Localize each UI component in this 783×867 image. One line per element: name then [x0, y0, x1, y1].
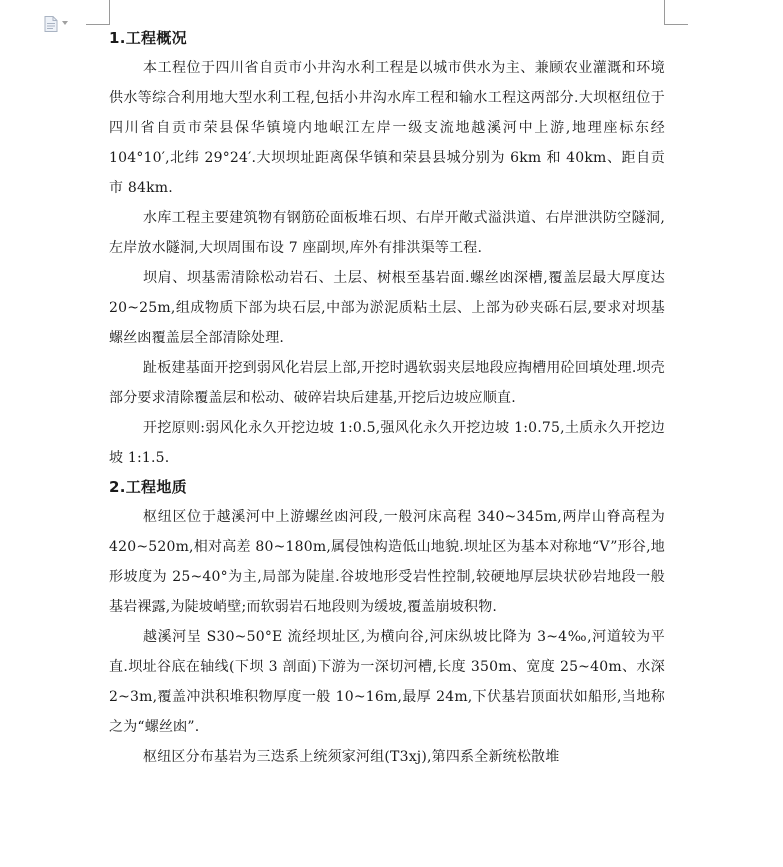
paragraph: 枢纽区分布基岩为三迭系上统须家河组(T3xj),第四系全新统松散堆 [143, 749, 560, 765]
document-body [109, 24, 665, 772]
crop-mark-top-right-h [664, 24, 688, 25]
chevron-down-icon[interactable] [62, 21, 68, 25]
paragraph: 越溪河呈 S30~50°E 流经坝址区,为横向谷,河床纵坡比降为 3~4‰,河道较为平直.坝址谷底在轴线(下坝 3 剖面)下游为一深切河槽,长度 350m、宽度 25~40m、水深 2~3m,覆盖冲洪积堆积物厚度一般 10~16m,最厚 24m,下伏基岩顶面状如船形,当地称之为“螺丝凼”. [109, 629, 665, 735]
crop-mark-top-right-v [664, 0, 665, 25]
paragraph: 开挖原则:弱风化永久开挖边坡 1:0.5,强风化永久开挖边坡 1:0.75,土质永久开挖边坡 1:1.5. [109, 420, 665, 466]
paragraph: 本工程位于四川省自贡市小井沟水利工程是以城市供水为主、兼顾农业灌溉和环境供水等综合利用地大型水利工程,包括小井沟水库工程和输水工程这两部分.大坝枢纽位于四川省自贡市荣县保华镇境内地岷江左岸一级支流地越溪河中上游,地理座标东经 104°10′,北纬 29°24′.大坝坝址距离保华镇和荣县县城分别为 6km 和 40km、距自贡市 84km. [109, 60, 665, 196]
document-icon[interactable] [44, 16, 58, 32]
document-icon-glyph [44, 16, 58, 32]
paragraph: 趾板建基面开挖到弱风化岩层上部,开挖时遇软弱夹层地段应掏槽用砼回填处理.坝壳部分要求清除覆盖层和松动、破碎岩块后建基,开挖后边坡应顺直. [109, 360, 665, 406]
paragraph: 坝肩、坝基需清除松动岩石、土层、树根至基岩面.螺丝凼深槽,覆盖层最大厚度达 20~25m,组成物质下部为块石层,中部为淤泥质粘土层、上部为砂夹砾石层,要求对坝基螺丝凼覆盖层全部清除处理. [109, 270, 665, 346]
section-heading-geology: 2.工程地质 [109, 478, 187, 496]
paragraph: 水库工程主要建筑物有钢筋砼面板堆石坝、右岸开敞式溢洪道、右岸泄洪防空隧洞,左岸放水隧洞,大坝周围布设 7 座副坝,库外有排洪渠等工程. [109, 210, 665, 256]
paragraph: 枢纽区位于越溪河中上游螺丝凼河段,一般河床高程 340~345m,两岸山脊高程为 420~520m,相对高差 80~180m,属侵蚀构造低山地貌.坝址区为基本对称地“V”形谷,地形坡度为 25~40°为主,局部为陡崖.谷坡地形受岩性控制,较硬地厚层块状砂岩地段一般基岩裸露,为陡坡峭壁;而软弱岩石地段则为缓坡,覆盖崩坡积物. [109, 509, 665, 615]
crop-mark-top-left-h [86, 24, 110, 25]
crop-mark-top-left-v [109, 0, 110, 25]
section-heading-overview: 1.工程概况 [109, 29, 187, 47]
